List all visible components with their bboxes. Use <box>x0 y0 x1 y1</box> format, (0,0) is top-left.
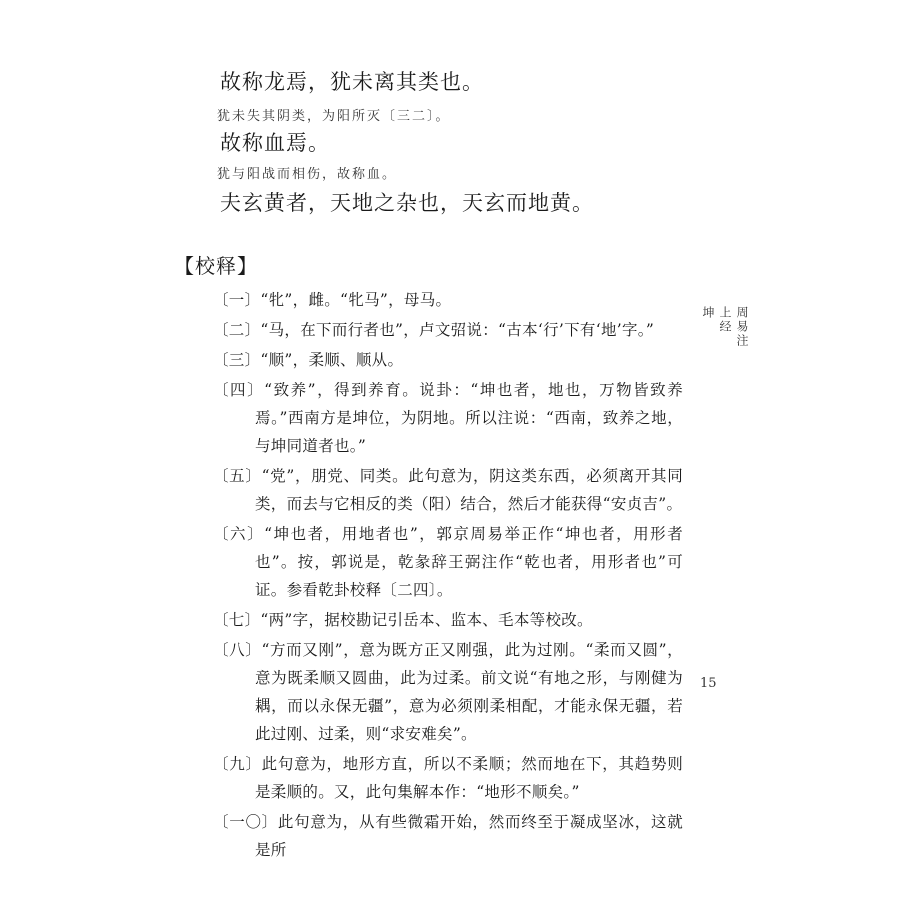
annotation-text: “马，在下而行者也”，卢文弨说：“古本‘行’下有‘地’字。” <box>260 321 655 339</box>
section-heading: 【校释】 <box>174 254 258 278</box>
annotation-number: 〔七〕 <box>213 611 261 629</box>
annotation-text: “牝”，雌。“牝马”，母马。 <box>260 291 452 309</box>
annotation-item <box>213 606 683 634</box>
annotation-item <box>213 636 683 748</box>
annotation-text: 此句意为，地形方直，所以不柔顺；然而地在下，其趋势则是柔顺的。又，此句集解本作：“地形不顺矣。” <box>255 755 683 801</box>
annotation-item <box>213 520 683 604</box>
annotation-item <box>213 286 683 314</box>
annotation-item <box>213 462 683 518</box>
annotation-text: “坤也者，用地者也”，郭京周易举正作“坤也者，用形者也”。按，郭说是，乾彖辞王弼注作“乾也者，用形者也”可证。参看乾卦校释〔二四〕。 <box>255 525 684 599</box>
annotation-number: 〔五〕 <box>213 467 262 485</box>
annotation-number: 〔九〕 <box>213 755 262 773</box>
annotation-number: 〔八〕 <box>213 641 262 659</box>
main-text-line: 夫玄黄者，天地之杂也，天玄而地黄。 <box>220 191 594 215</box>
annotation-text: “顺”，柔顺、顺从。 <box>260 351 404 369</box>
annotation-item <box>213 808 683 864</box>
annotation-number: 〔四〕 <box>213 381 265 399</box>
annotation-number: 〔二〕 <box>213 321 261 339</box>
annotation-text: “致养”，得到养育。说卦：“坤也者，地也，万物皆致养焉。”西南方是坤位，为阴地。所以注说：“西南，致养之地，与坤同道者也。” <box>255 381 684 455</box>
annotation-number: 〔一〇〕 <box>213 813 278 831</box>
running-head-part: 上经 <box>718 306 732 334</box>
main-text-line: 故称血焉。 <box>220 131 330 155</box>
annotation-text: “党”，朋党、同类。此句意为，阴这类东西，必须离开其同类，而去与它相反的类（阳）结合，然后才能获得“安贞吉”。 <box>255 467 684 513</box>
annotation-number: 〔六〕 <box>213 525 265 543</box>
annotation-number: 〔一〕 <box>213 291 261 309</box>
commentary-line: 犹未失其阴类，为阳所灭〔三二〕。 <box>217 109 451 124</box>
annotation-item <box>213 376 683 460</box>
running-head-book: 周易注 <box>735 306 749 348</box>
annotation-text: “两”字，据校勘记引岳本、监本、毛本等校改。 <box>260 611 593 629</box>
page-number: 15 <box>700 676 717 691</box>
annotation-list <box>213 286 683 866</box>
annotation-item <box>213 346 683 374</box>
annotation-text: 此句意为，从有些微霜开始，然而终至于凝成坚冰，这就是所 <box>255 813 683 859</box>
annotation-item <box>213 750 683 806</box>
running-head-chapter: 坤 <box>701 306 715 320</box>
annotation-item <box>213 316 683 344</box>
running-head <box>700 306 751 348</box>
commentary-line: 犹与阳战而相伤，故称血。 <box>217 167 398 182</box>
annotation-text: “方而又刚”，意为既方正又刚强，此为过刚。“柔而又圆”，意为既柔顺又圆曲，此为过柔。前文说“有地之形，与刚健为耦，而以永保无疆”，意为必须刚柔相配，才能永保无疆，若此过刚、过柔，则“求安难矣”。 <box>255 641 683 743</box>
main-text-line: 故称龙焉，犹未离其类也。 <box>220 70 484 94</box>
annotation-number: 〔三〕 <box>213 351 261 369</box>
